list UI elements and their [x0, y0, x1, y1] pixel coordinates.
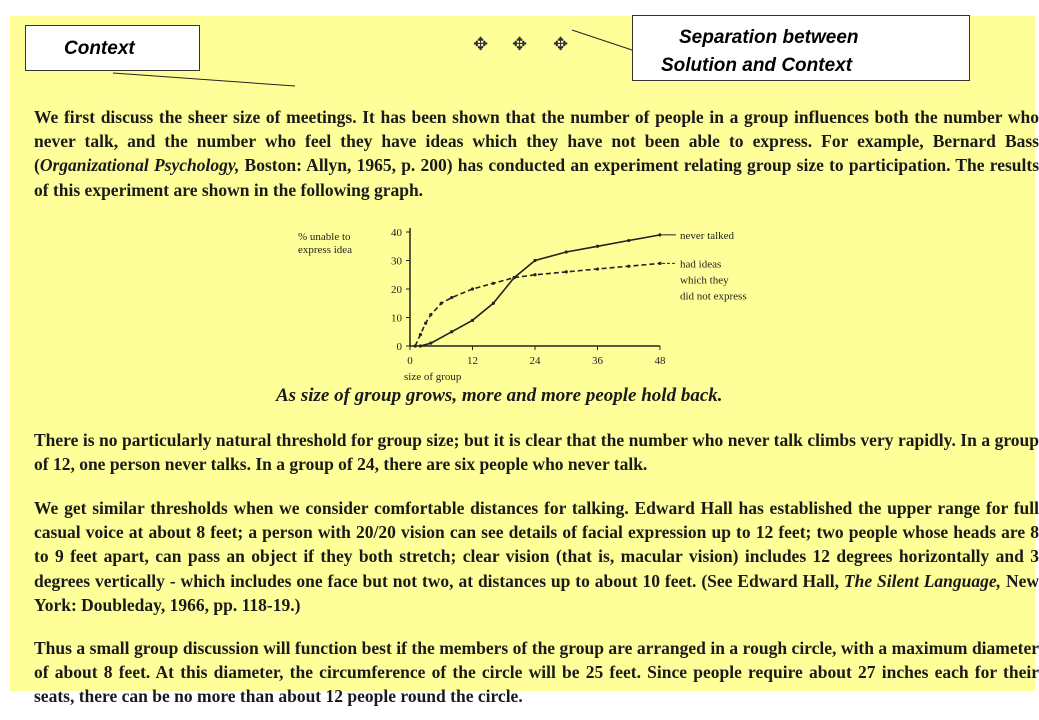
- ornament-glyph: ✥: [473, 34, 489, 55]
- paragraph-circle: Thus a small group discussion will function best if the members of the group are arranged in a rough circle, with a maximum diameter of about 8 feet. At this diameter, the circumference of the circle will be 25 feet. Since people require about 27 inches each for their seats, there can be no more than about 12 people round the circle.: [34, 638, 1039, 707]
- separation-leader-line: [572, 30, 632, 50]
- y-tick-label: 0: [396, 341, 402, 353]
- x-tick-label: 0: [407, 355, 413, 367]
- y-tick-label: 30: [391, 255, 402, 268]
- paragraph-text: Boston: Allyn, 1965, p. 200) has conducted an experiment relating group size to participation. The results of this experiment are shown in the following graph.: [34, 155, 1039, 200]
- ornament-glyph: ✥: [512, 34, 528, 55]
- paragraph-text: We get similar thresholds when we consider comfortable distances for talking. Edward Hall has established the upper range for full casual voice at about 8 feet; a person with 20/20 vision can see details of facial expression up to 12 feet; two people whose heads are 8 to 9 feet apart, can pass an object if they both stretch; clear vision (that is, macular vision) includes 12 degrees horizontally and 3 degrees vertically - which includes one face but not two, at distances up to about 10 feet. (See Edward Hall,: [34, 498, 1039, 591]
- paragraph-threshold: There is no particularly natural threshold for group size; but it is clear that the number who never talk climbs very rapidly. In a group of 12, one person never talks. In a group of 24, there are six people who never talk.: [34, 430, 1039, 475]
- citation-title: The Silent Language,: [843, 570, 1002, 591]
- separation-callout-line1: Separation between: [679, 27, 859, 48]
- separation-callout: [632, 15, 970, 81]
- context-callout: [25, 25, 200, 71]
- series-label: did not express: [680, 290, 747, 303]
- paragraph-text: We first discuss the sheer size of meetings. It has been shown that the number of people in a group influences both the number who never talk, and the number who feel they have ideas which they have not been able to express. For example, Bernard Bass (: [34, 107, 1039, 176]
- y-tick-label: 40: [391, 227, 402, 239]
- x-tick-label: 12: [467, 355, 478, 367]
- series-label: had ideas: [680, 258, 722, 271]
- x-tick-label: 36: [592, 355, 603, 367]
- series-label: never talked: [680, 229, 735, 242]
- separation-callout-line2: Solution and Context: [661, 55, 853, 76]
- y-tick-label: 20: [391, 284, 402, 296]
- x-tick-label: 24: [529, 355, 541, 367]
- chart-caption: As size of group grows, more and more people hold back.: [276, 385, 723, 406]
- y-axis-label: % unable to: [298, 231, 351, 243]
- citation-title: Organizational Psychology,: [39, 155, 240, 176]
- y-axis-label: express idea: [298, 244, 353, 256]
- x-tick-label: 48: [654, 355, 666, 367]
- ornament-glyph: ✥: [553, 34, 569, 55]
- series-label: which they: [680, 274, 729, 287]
- context-callout-label: Context: [64, 38, 135, 59]
- y-tick-label: 10: [391, 312, 402, 325]
- x-axis-label: size of group: [404, 371, 462, 383]
- context-leader-line: [113, 73, 295, 86]
- paragraph-text: New York: Doubleday, 1966, pp. 118-19.): [34, 570, 1039, 615]
